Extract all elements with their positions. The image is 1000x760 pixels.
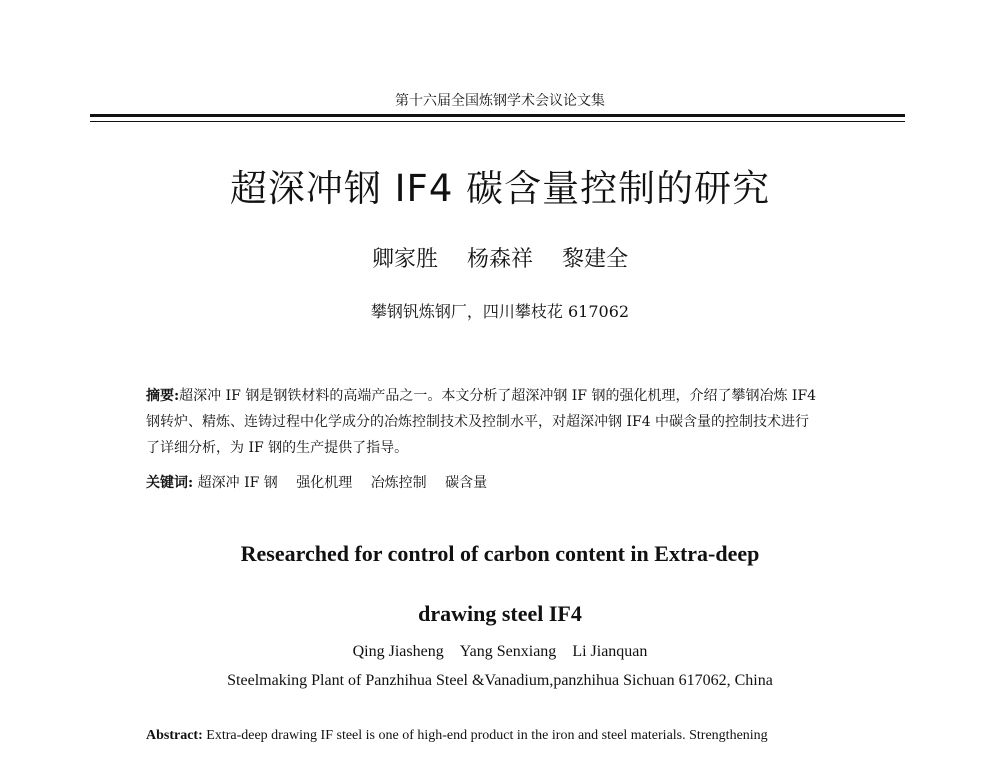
english-title-line-1: Researched for control of carbon content in Extra-deep [240, 541, 760, 566]
abstract-label: Abstract: [146, 728, 203, 743]
chinese-title: 超深冲钢 IF4 碳含量控制的研究 [229, 167, 771, 210]
abstract-line: 了详细分析，为 IF 钢的生产提供了指导。 [146, 440, 409, 456]
keyword: 超深冲 IF 钢 [197, 475, 278, 491]
abstract-text: 超深冲 IF 钢是钢铁材料的高端产品之一。本文分析了超深冲钢 IF 钢的强化机理，介绍了攀钢冶炼 IF4 [179, 388, 817, 404]
english-abstract [146, 728, 886, 744]
english-title-line-2: drawing steel IF4 [418, 601, 582, 626]
chinese-keywords [146, 470, 866, 496]
running-head: 第十六届全国炼钢学术会议论文集 [395, 93, 605, 109]
keyword: 强化机理 [296, 475, 353, 491]
header-rule-thick [90, 114, 905, 117]
author-name: Li Jianquan [572, 643, 648, 660]
english-authors [0, 643, 1000, 661]
chinese-authors [0, 242, 1000, 273]
keyword: 碳含量 [445, 475, 488, 491]
english-affiliation: Steelmaking Plant of Panzhihua Steel &Vanadium,panzhihua Sichuan 617062, China [227, 672, 773, 689]
author-name: Yang Senxiang [459, 643, 557, 660]
abstract-label: 摘要: [146, 388, 180, 404]
author-name: 杨森祥 [466, 247, 533, 272]
author-name: Qing Jiasheng [352, 643, 444, 660]
abstract-text: Extra-deep drawing IF steel is one of high-end product in the iron and steel materials. Strengthening [206, 728, 768, 743]
chinese-abstract [146, 383, 866, 461]
abstract-line [146, 383, 866, 409]
chinese-affiliation: 攀钢钒炼钢厂，四川攀枝花 617062 [370, 302, 630, 321]
keyword: 冶炼控制 [370, 475, 427, 491]
author-name: 黎建全 [562, 247, 629, 272]
abstract-line: 钢转炉、精炼、连铸过程中化学成分的冶炼控制技术及控制水平，对超深冲钢 IF4 中碳含量的控制技术进行 [146, 414, 810, 430]
author-name: 卿家胜 [371, 247, 438, 272]
header-rule-thin [90, 121, 905, 122]
keywords-label: 关键词: [146, 475, 194, 491]
